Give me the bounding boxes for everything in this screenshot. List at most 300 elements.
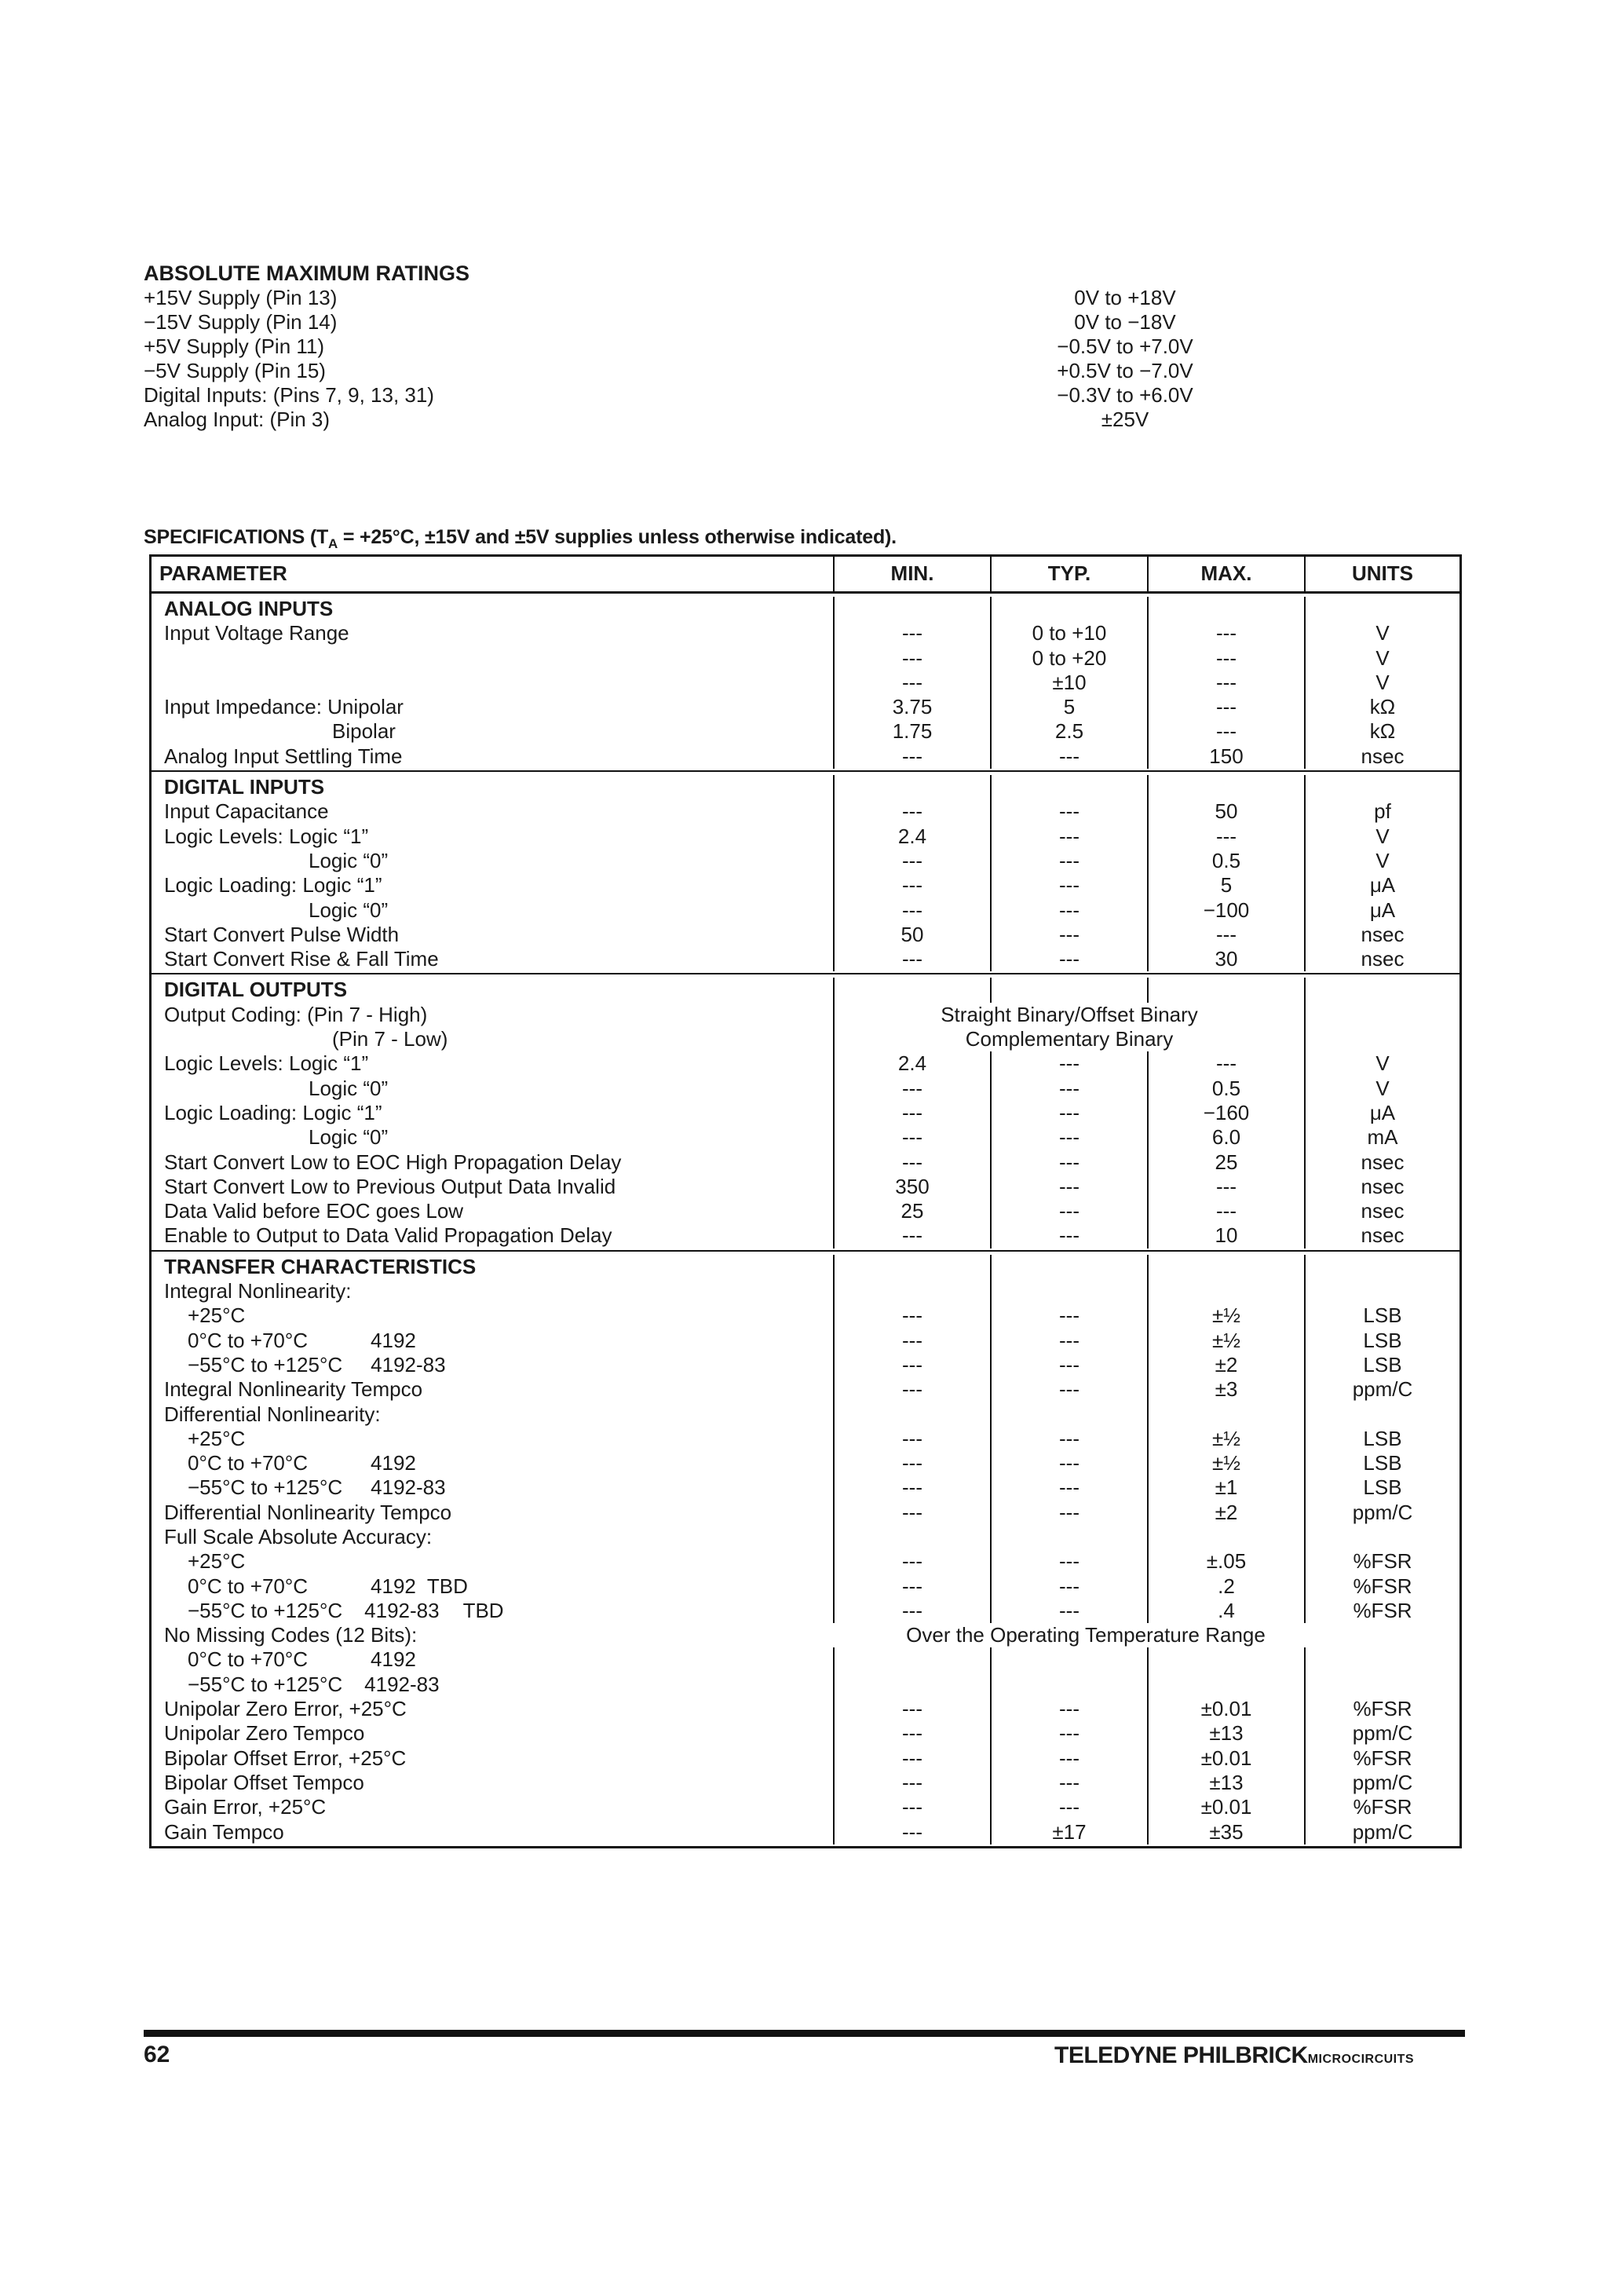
param-cell: Analog Input Settling Time [152,744,835,769]
device-number: 4192 [371,1647,416,1672]
max-cell: --- [1149,621,1306,645]
units-cell: nsec [1361,1150,1405,1174]
min-cell: --- [835,1721,992,1746]
amr-value: 0V to +18V [1074,286,1176,309]
min-cell: --- [835,1077,992,1101]
units-cell: ppm/C [1352,1721,1413,1746]
units-cell: %FSR [1353,1598,1412,1622]
amr-row [144,335,1243,359]
typ-cell: --- [992,1599,1149,1623]
param-cell: Gain Error, +25°C [152,1795,835,1819]
typ-cell: --- [992,1125,1149,1150]
section-title-row [152,1255,1459,1279]
param-cell [152,671,835,695]
units-cell: nsec [1361,1223,1405,1248]
param-cell: Logic “0” [152,1077,835,1101]
device-number: 4192 [371,1451,416,1475]
amr-row [144,286,1243,310]
min-cell: --- [835,621,992,645]
table-row [152,621,1459,645]
table-row [152,799,1459,824]
typ-cell: --- [992,1150,1149,1175]
temp-range: +25°C [188,1426,246,1450]
table-row [152,1525,1459,1549]
amr-value: ±25V [1101,408,1149,431]
typ-cell: --- [992,1223,1149,1248]
amr-list [144,286,1243,432]
max-cell: --- [1149,719,1306,744]
min-cell: 2.4 [835,824,992,849]
table-row [152,898,1459,923]
table-row [152,1077,1459,1101]
amr-label: Digital Inputs: (Pins 7, 9, 13, 31) [144,383,434,407]
typ-cell: --- [992,1329,1149,1353]
units-cell: ppm/C [1352,1770,1413,1794]
absolute-max-ratings [144,261,1243,432]
header-max: MAX. [1149,557,1306,591]
specifications-title [144,526,897,552]
max-cell: --- [1149,671,1306,695]
min-cell: --- [835,744,992,769]
param-cell: Data Valid before EOC goes Low [152,1199,835,1223]
typ-cell: --- [992,1501,1149,1525]
units-cell: ppm/C [1352,1377,1413,1402]
section-title-row [152,597,1459,621]
section-transfer-characteristics [152,1252,1459,1846]
typ-cell: --- [992,849,1149,873]
table-row [152,947,1459,971]
max-cell: --- [1149,646,1306,671]
units-cell: μA [1369,873,1396,898]
max-cell: 10 [1149,1223,1306,1248]
units-cell: %FSR [1353,1549,1412,1574]
param-cell [152,1427,835,1451]
amr-title: ABSOLUTE MAXIMUM RATINGS [144,261,469,285]
units-cell: kΩ [1369,695,1396,719]
param-cell: Logic “0” [152,849,835,873]
table-row [152,1199,1459,1223]
max-cell: --- [1149,824,1306,849]
amr-value: +0.5V to −7.0V [1057,359,1193,382]
header-units: UNITS [1352,561,1413,586]
typ-cell: --- [992,1574,1149,1599]
typ-cell: 0 to +10 [992,621,1149,645]
min-cell: 1.75 [835,719,992,744]
header-min: MIN. [835,557,992,591]
param-cell: Integral Nonlinearity Tempco [152,1377,835,1402]
typ-cell: --- [992,1746,1149,1771]
max-cell: ±2 [1149,1353,1306,1377]
amr-value: −0.3V to +6.0V [1057,383,1193,407]
temp-range: −55°C to +125°C [188,1672,343,1696]
max-cell: ±0.01 [1149,1746,1306,1771]
units-cell: LSB [1363,1328,1402,1352]
table-row [152,1402,1459,1427]
units-cell: V [1375,670,1390,694]
typ-cell: --- [992,923,1149,947]
amr-label: Analog Input: (Pin 3) [144,408,331,431]
param-cell: Logic Levels: Logic “1” [152,824,835,849]
param-cell: Start Convert Low to EOC High Propagation Delay [152,1150,835,1175]
max-cell: --- [1149,923,1306,947]
spec-title-rest: = +25°C, ±15V and ±5V supplies unless otherwise indicated). [338,526,897,548]
section-digital-outputs [152,974,1459,1251]
table-row [152,873,1459,898]
max-cell: ±3 [1149,1377,1306,1402]
units-cell: LSB [1363,1451,1402,1475]
min-cell: --- [835,873,992,898]
min-cell: 25 [835,1199,992,1223]
units-cell: %FSR [1353,1795,1412,1819]
units-cell: μA [1369,898,1396,922]
min-cell: --- [835,1150,992,1175]
param-cell [152,646,835,671]
param-cell: Bipolar Offset Error, +25°C [152,1746,835,1771]
coding-low-value: Complementary Binary [835,1027,1306,1051]
typ-cell: --- [992,799,1149,824]
min-cell: --- [835,1101,992,1125]
units-cell: pf [1374,799,1391,824]
param-cell: Input Impedance: Unipolar [152,695,835,719]
min-cell: --- [835,1223,992,1248]
table-row [152,1574,1459,1599]
amr-value: 0V to −18V [1074,310,1176,334]
page-number: 62 [144,2042,170,2067]
typ-cell: --- [992,1697,1149,1721]
param-cell: No Missing Codes (12 Bits): [152,1623,835,1647]
units-cell: V [1375,1076,1390,1100]
param-cell: Start Convert Low to Previous Output Data Invalid [152,1175,835,1199]
table-row [152,1697,1459,1721]
min-cell: --- [835,1329,992,1353]
table-row [152,1549,1459,1574]
table-header [152,557,1459,594]
units-cell: %FSR [1353,1697,1412,1721]
table-row [152,646,1459,671]
table-row [152,1820,1459,1844]
typ-cell: --- [992,947,1149,971]
min-cell: --- [835,646,992,671]
table-row [152,1771,1459,1795]
param-cell: Bipolar [152,719,835,744]
typ-cell: --- [992,1795,1149,1819]
device-number: 4192-83 [371,1352,446,1377]
min-cell: --- [835,1820,992,1844]
amr-row [144,310,1243,335]
amr-label: +15V Supply (Pin 13) [144,286,338,309]
footer-rule [144,2030,1465,2037]
max-cell: ±13 [1149,1721,1306,1746]
table-row [152,1279,1459,1303]
max-cell: 30 [1149,947,1306,971]
typ-cell: --- [992,1475,1149,1500]
header-typ: TYP. [992,557,1149,591]
temp-range: −55°C to +125°C [188,1352,343,1377]
param-cell: Enable to Output to Data Valid Propagation Delay [152,1223,835,1248]
max-cell: ±½ [1149,1329,1306,1353]
max-cell: 5 [1149,873,1306,898]
table-row [152,1746,1459,1771]
min-cell: --- [835,1795,992,1819]
table-row [152,1647,1459,1672]
min-cell: --- [835,1697,992,1721]
section-title: ANALOG INPUTS [152,597,835,621]
brand-sub: MICROCIRCUITS [1307,2053,1415,2066]
header-parameter: PARAMETER [152,557,835,591]
param-cell: Logic Loading: Logic “1” [152,873,835,898]
param-cell: Input Voltage Range [152,621,835,645]
typ-cell: --- [992,824,1149,849]
param-cell: Start Convert Pulse Width [152,923,835,947]
max-cell: --- [1149,695,1306,719]
param-cell [152,1451,835,1475]
units-cell: mA [1367,1125,1398,1150]
max-cell: ±35 [1149,1820,1306,1844]
specifications-table [149,554,1462,1848]
tbd-note: TBD [462,1598,504,1622]
typ-cell: ±17 [992,1820,1149,1844]
min-cell: --- [835,799,992,824]
param-cell: Integral Nonlinearity: [152,1279,835,1303]
param-cell [152,1647,835,1672]
max-cell: ±13 [1149,1771,1306,1795]
min-cell: --- [835,1427,992,1451]
max-cell: ±½ [1149,1303,1306,1328]
device-number: 4192-83 [371,1475,446,1500]
table-row [152,923,1459,947]
typ-cell: --- [992,1377,1149,1402]
max-cell: ±2 [1149,1501,1306,1525]
section-title: DIGITAL INPUTS [152,775,835,799]
table-row [152,1599,1459,1623]
brand-main: TELEDYNE PHILBRICK [1054,2042,1308,2068]
table-row [152,1673,1459,1697]
section-title-row [152,978,1459,1002]
temp-range: −55°C to +125°C [188,1475,343,1500]
units-cell: nsec [1361,1199,1405,1223]
param-cell: Output Coding: (Pin 7 - High) [152,1003,835,1027]
table-row [152,1623,1459,1647]
table-row [152,1795,1459,1819]
units-cell: μA [1369,1100,1396,1124]
max-cell: ±½ [1149,1427,1306,1451]
section-digital-inputs [152,772,1459,974]
units-cell: %FSR [1353,1574,1412,1598]
table-row [152,824,1459,849]
temp-range: 0°C to +70°C [188,1647,309,1672]
param-cell: Logic Levels: Logic “1” [152,1051,835,1076]
amr-row [144,383,1243,408]
temp-range: +25°C [188,1303,246,1328]
amr-label: +5V Supply (Pin 11) [144,335,325,358]
max-cell: ±0.01 [1149,1795,1306,1819]
table-row [152,744,1459,769]
table-row [152,1101,1459,1125]
param-cell [152,1599,835,1623]
table-row [152,1027,1459,1051]
param-cell: Logic “0” [152,898,835,923]
param-cell [152,1673,835,1697]
typ-cell: --- [992,744,1149,769]
table-row [152,1427,1459,1451]
param-cell: Differential Nonlinearity: [152,1402,835,1427]
min-cell: --- [835,1475,992,1500]
typ-cell: ±10 [992,671,1149,695]
min-cell: --- [835,1771,992,1795]
param-cell: Input Capacitance [152,799,835,824]
param-cell [152,1574,835,1599]
param-cell [152,1475,835,1500]
max-cell: --- [1149,1199,1306,1223]
temp-range: 0°C to +70°C [188,1574,309,1598]
param-cell: Start Convert Rise & Fall Time [152,947,835,971]
param-cell [152,1353,835,1377]
max-cell: −160 [1149,1101,1306,1125]
spec-title-sub: A [328,536,338,551]
temp-range: 0°C to +70°C [188,1451,309,1475]
amr-value: −0.5V to +7.0V [1057,335,1193,358]
max-cell: .4 [1149,1599,1306,1623]
nmc-value: Over the Operating Temperature Range [803,1623,1368,1647]
max-cell: .2 [1149,1574,1306,1599]
device-number: 4192 [371,1328,416,1352]
nmc-value-cell [835,1623,1306,1647]
param-cell: Logic Loading: Logic “1” [152,1101,835,1125]
table-row [152,1303,1459,1328]
device-number: 4192-83 [364,1598,440,1622]
table-row [152,1175,1459,1199]
param-cell: Logic “0” [152,1125,835,1150]
min-cell: 50 [835,923,992,947]
units-cell: V [1375,1051,1390,1076]
min-cell: --- [835,1377,992,1402]
max-cell: 0.5 [1149,1077,1306,1101]
typ-cell: --- [992,898,1149,923]
max-cell: 50 [1149,799,1306,824]
units-cell: ppm/C [1352,1500,1413,1524]
param-cell [152,1303,835,1328]
min-cell: --- [835,1451,992,1475]
amr-label: −5V Supply (Pin 15) [144,359,326,382]
units-cell: LSB [1363,1352,1402,1377]
table-row [152,1223,1459,1248]
units-cell: kΩ [1369,719,1396,744]
param-cell: Full Scale Absolute Accuracy: [152,1525,835,1549]
units-cell: nsec [1361,947,1405,971]
min-cell: --- [835,1125,992,1150]
min-cell: --- [835,1746,992,1771]
typ-cell: --- [992,1427,1149,1451]
param-cell [152,1329,835,1353]
units-cell: nsec [1361,1174,1405,1198]
table-row [152,719,1459,744]
max-cell: --- [1149,1175,1306,1199]
param-cell: Unipolar Zero Error, +25°C [152,1697,835,1721]
temp-range: +25°C [188,1549,246,1574]
units-cell: V [1375,848,1390,872]
temp-range: 0°C to +70°C [188,1328,309,1352]
typ-cell: --- [992,1051,1149,1076]
min-cell: --- [835,1574,992,1599]
param-cell [152,1549,835,1574]
min-cell: --- [835,1599,992,1623]
amr-row [144,408,1243,432]
typ-cell: --- [992,873,1149,898]
device-number: 4192-83 [364,1672,440,1696]
temp-range: −55°C to +125°C [188,1598,343,1622]
table-row [152,1353,1459,1377]
min-cell: --- [835,1353,992,1377]
min-cell: 2.4 [835,1051,992,1076]
units-cell: V [1375,824,1390,848]
typ-cell: 5 [992,695,1149,719]
amr-row [144,359,1243,383]
max-cell: ±.05 [1149,1549,1306,1574]
units-cell: LSB [1363,1426,1402,1450]
table-row [152,1721,1459,1746]
typ-cell: 2.5 [992,719,1149,744]
typ-cell: --- [992,1451,1149,1475]
param-cell: Bipolar Offset Tempco [152,1771,835,1795]
min-cell: --- [835,1501,992,1525]
max-cell: 0.5 [1149,849,1306,873]
units-cell: nsec [1361,744,1405,768]
max-cell: −100 [1149,898,1306,923]
brand-name [1054,2042,1414,2069]
table-row [152,1003,1459,1027]
typ-cell: --- [992,1303,1149,1328]
coding-value: Straight Binary/Offset Binary [835,1003,1306,1027]
units-cell: %FSR [1353,1746,1412,1770]
min-cell: --- [835,1303,992,1328]
table-row [152,1451,1459,1475]
param-cell: Differential Nonlinearity Tempco [152,1501,835,1525]
param-cell: Unipolar Zero Tempco [152,1721,835,1746]
units-cell: LSB [1363,1475,1402,1500]
table-row [152,695,1459,719]
min-cell: --- [835,947,992,971]
units-cell: V [1375,621,1390,645]
max-cell: ±1 [1149,1475,1306,1500]
spec-title-lead: SPECIFICATIONS (T [144,526,329,548]
section-analog-inputs [152,594,1459,772]
section-title: TRANSFER CHARACTERISTICS [152,1255,835,1279]
typ-cell: --- [992,1175,1149,1199]
typ-cell: --- [992,1077,1149,1101]
device-number: 4192 [371,1574,416,1598]
param-cell: (Pin 7 - Low) [152,1027,835,1051]
max-cell: ±0.01 [1149,1697,1306,1721]
table-row [152,1475,1459,1500]
units-cell: V [1375,645,1390,670]
max-cell: 150 [1149,744,1306,769]
min-cell: --- [835,671,992,695]
table-row [152,671,1459,695]
typ-cell: --- [992,1353,1149,1377]
table-row [152,1125,1459,1150]
typ-cell: --- [992,1721,1149,1746]
amr-label: −15V Supply (Pin 14) [144,310,338,334]
units-cell: nsec [1361,922,1405,946]
min-cell: 3.75 [835,695,992,719]
section-title: DIGITAL OUTPUTS [152,978,835,1002]
section-title-row [152,775,1459,799]
table-row [152,1329,1459,1353]
param-cell: Gain Tempco [152,1820,835,1844]
min-cell: --- [835,898,992,923]
units-cell: LSB [1363,1303,1402,1328]
typ-cell: --- [992,1199,1149,1223]
